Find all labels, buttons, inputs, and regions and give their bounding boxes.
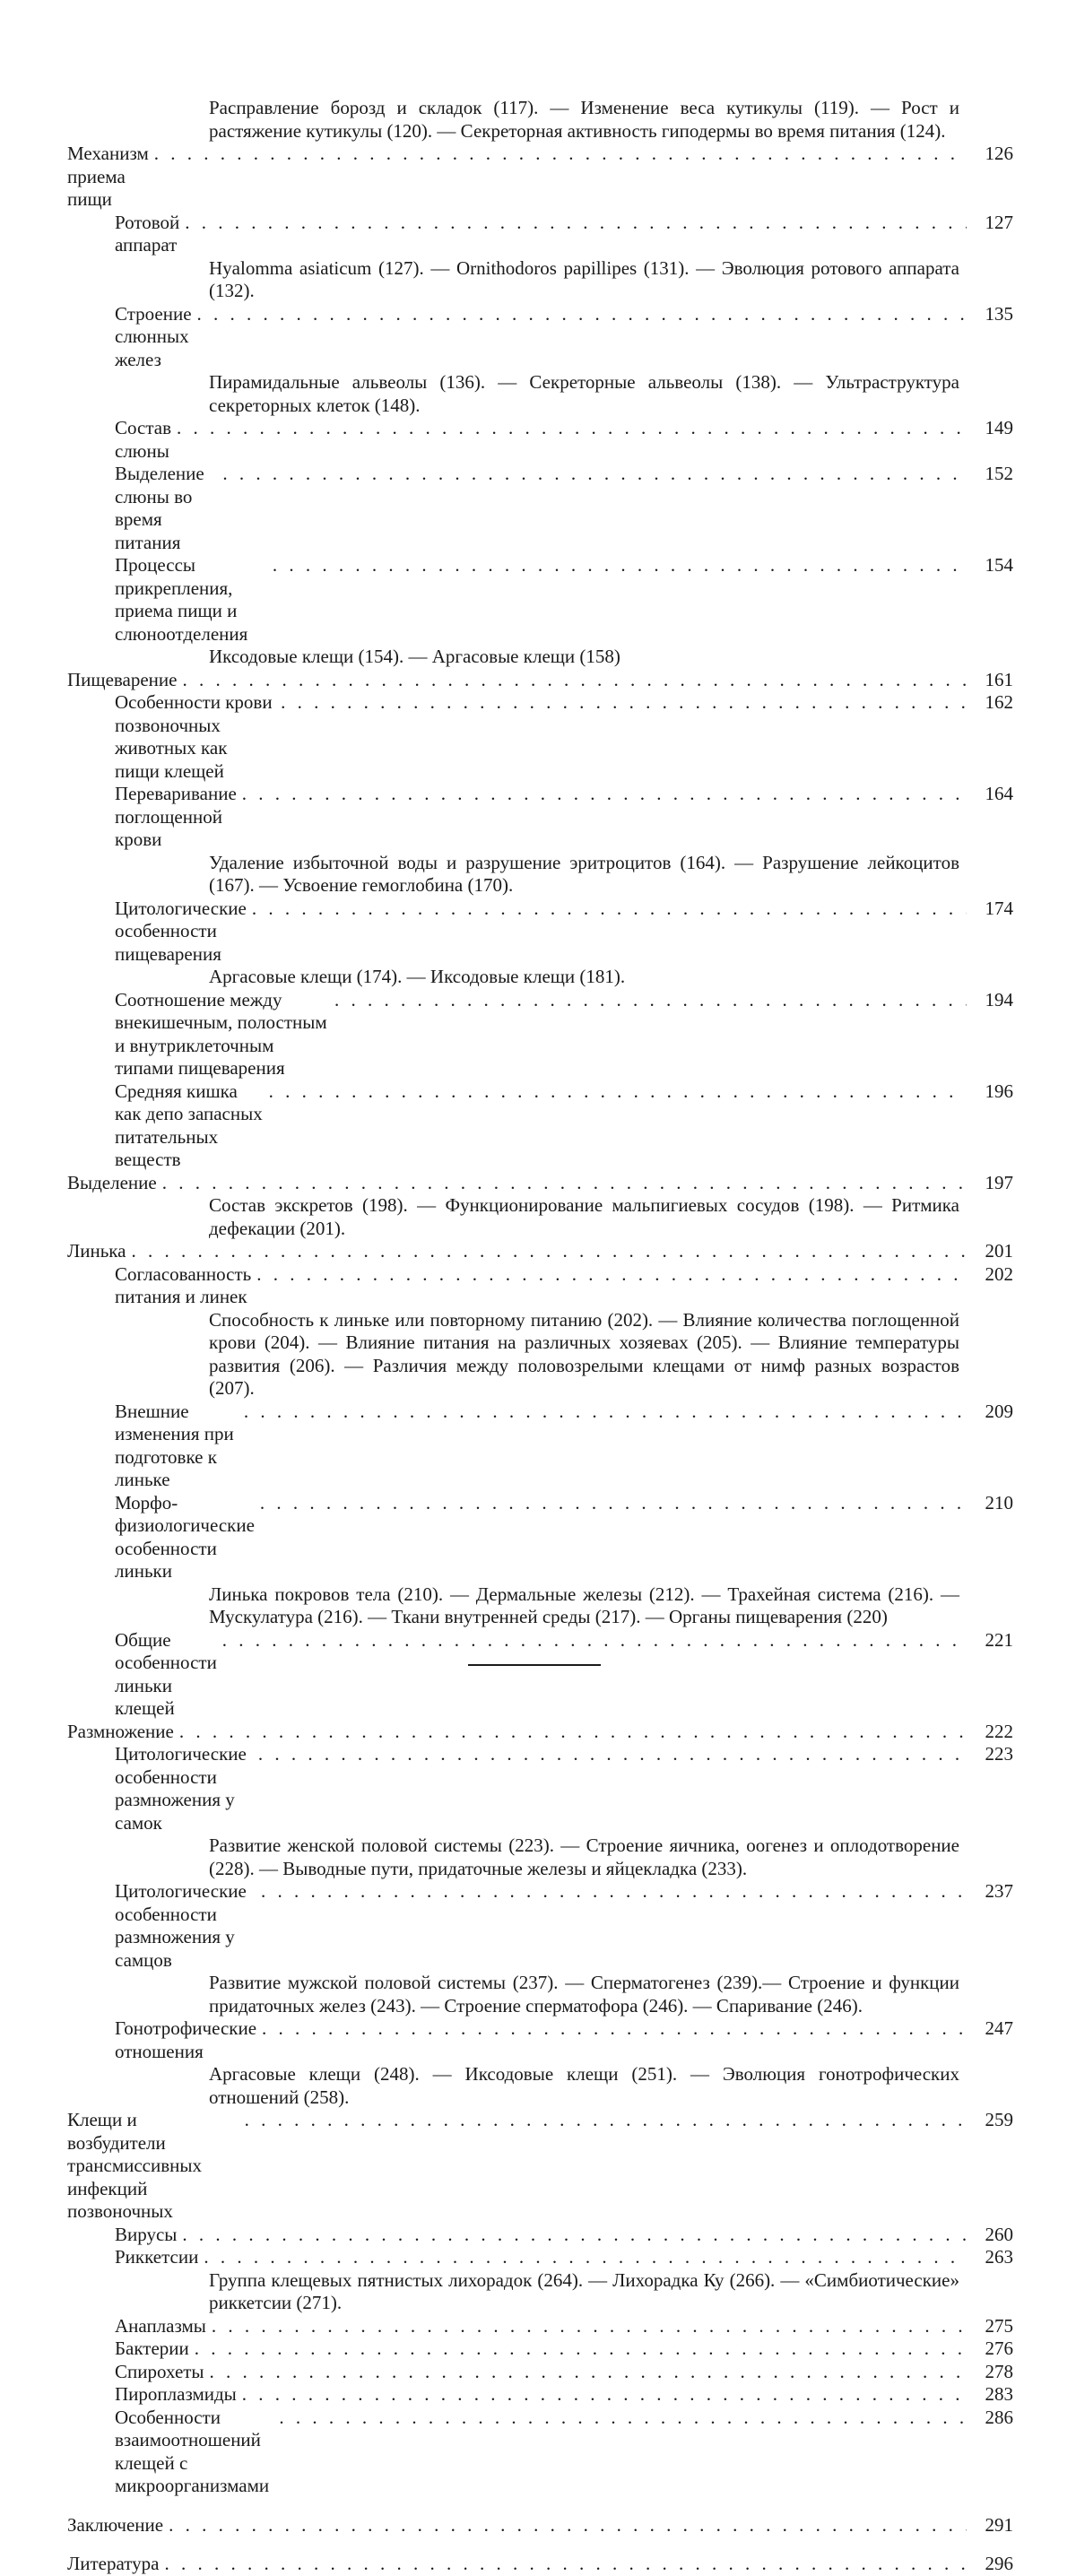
toc-section[interactable] [67, 1492, 1013, 1583]
toc-section[interactable] [67, 2361, 1013, 2384]
toc-section[interactable] [67, 554, 1013, 646]
toc-entry-title: Гонотрофические отношения [115, 2017, 257, 2062]
toc-entry-title: Выделение слюны во время питания [115, 463, 204, 553]
toc-entry-title: Внешние изменения при подготовке к линьке [115, 1400, 234, 1490]
toc-page-number: 276 [985, 2337, 1013, 2359]
toc-subtopics: Группа клещевых пятнистых лихорадок (264). — Лихорадка Ку (266). — «Симбиотические» риккетсии (271). [209, 2268, 959, 2313]
toc-page-number: 201 [985, 1240, 1013, 1262]
toc-entry-title: Размножение [67, 1720, 174, 1742]
dot-leader [260, 1492, 967, 1515]
toc-page-number: 196 [985, 1080, 1013, 1102]
dot-leader [169, 2514, 967, 2537]
dot-leader [242, 783, 967, 806]
section-gap [67, 2498, 1013, 2514]
toc-page-number: 296 [985, 2553, 1013, 2574]
toc-chapter[interactable] [67, 2553, 1013, 2576]
toc-section[interactable] [67, 989, 1013, 1080]
toc-page-number: 210 [985, 1491, 1013, 1514]
dot-leader [210, 2361, 967, 2384]
toc-chapter[interactable] [67, 1240, 1013, 1263]
toc-page-number: 149 [985, 417, 1013, 438]
toc-page-number: 209 [985, 1400, 1013, 1422]
dot-leader [154, 143, 967, 166]
toc-page-number: 237 [985, 1880, 1013, 1902]
dot-leader [262, 2017, 967, 2041]
toc-page-number: 135 [985, 302, 1013, 325]
toc-section[interactable] [67, 898, 1013, 967]
dot-leader [222, 1629, 967, 1652]
dot-leader [256, 1263, 967, 1287]
toc-entry-title: Особенности взаимоотношений клещей с микроорганизмами [115, 2406, 270, 2496]
toc-chapter[interactable] [67, 2109, 1013, 2224]
toc-entry-title: Риккетсии [115, 2246, 199, 2268]
toc-entry-title: Бактерии [115, 2337, 189, 2359]
toc-section[interactable] [67, 1080, 1013, 1172]
toc-chapter[interactable] [67, 669, 1013, 692]
toc-subtopics: Состав экскретов (198). — Функционирование мальпигиевых сосудов (198). — Ритмика дефекации (201). [209, 1194, 959, 1239]
toc-page-number: 202 [985, 1262, 1013, 1285]
toc-section[interactable] [67, 303, 1013, 372]
dot-leader [212, 2315, 967, 2338]
dot-leader [281, 691, 967, 715]
toc-subtopics: Удаление избыточной воды и разрушение эритроцитов (164). — Разрушение лейкоцитов (167). — Усвоение гемоглобина (170). [209, 851, 959, 896]
toc-subtopics: Развитие мужской половой системы (237). — Сперматогенез (239).— Строение и функции придаточных желез (243). — Строение сперматофора (246). — Спаривание (246). [209, 1972, 959, 2017]
toc-section[interactable] [67, 2315, 1013, 2338]
toc-entry-title: Анаплазмы [115, 2314, 206, 2337]
toc-page-number: 127 [985, 211, 1013, 233]
toc-section[interactable] [67, 212, 1013, 257]
toc-section[interactable] [67, 1743, 1013, 1834]
toc-page-number: 197 [985, 1171, 1013, 1193]
toc-entry-title: Клещи и возбудители трансмиссивных инфекций позвоночных [67, 2109, 202, 2222]
toc-page-number: 260 [985, 2223, 1013, 2245]
toc-entry-title: Литература [67, 2553, 160, 2574]
dot-leader [269, 1080, 967, 1104]
toc-entry-title: Средняя кишка как депо запасных питательных веществ [115, 1080, 263, 1170]
toc-page-number: 247 [985, 2017, 1013, 2039]
toc-section[interactable] [67, 783, 1013, 852]
toc-subtopics: Пирамидальные альвеолы (136). — Секреторные альвеолы (138). — Ультраструктура секреторных клеток (148). [209, 371, 959, 416]
toc-page-number: 286 [985, 2406, 1013, 2428]
toc-entry-title: Пироплазмиды [115, 2383, 237, 2405]
dot-leader [334, 989, 967, 1012]
toc-subtopics: Аргасовые клещи (248). — Иксодовые клещи (251). — Эволюция гонотрофических отношений (258). [209, 2063, 959, 2108]
toc-entry-title: Механизм приема пищи [67, 143, 149, 210]
toc-section[interactable] [67, 417, 1013, 463]
dot-leader [204, 2246, 967, 2269]
toc-section[interactable] [67, 463, 1013, 554]
toc-page-number: 221 [985, 1628, 1013, 1651]
toc-entry-title: Состав слюны [115, 417, 172, 462]
table-of-contents [67, 97, 1013, 2576]
toc-entry-title: Общие особенности линьки клещей [115, 1628, 217, 1719]
toc-entry-title: Заключение [67, 2513, 164, 2536]
toc-entry-title: Вирусы [115, 2223, 178, 2245]
dot-leader [244, 1401, 967, 1424]
toc-page-number: 283 [985, 2383, 1013, 2405]
toc-chapter[interactable] [67, 143, 1013, 212]
toc-section[interactable] [67, 2246, 1013, 2269]
toc-subtopics: Иксодовые клещи (154). — Аргасовые клещи (158) [209, 646, 620, 667]
dot-leader [252, 898, 967, 921]
toc-page-number: 259 [985, 2109, 1013, 2130]
toc-entry-title: Линька [67, 1240, 126, 1262]
toc-subtopics: Способность к линьке или повторному питанию (202). — Влияние количества поглощенной крови (204). — Влияние питания на различных хозяевах (205). — Влияние температуры развития (206). — Различия между половозрелыми клещами от нимф разных возрастов (207). [209, 1308, 959, 1399]
dot-leader [182, 669, 967, 692]
toc-entry-title: Цитологические особенности пищеварения [115, 897, 247, 965]
dot-leader [182, 2224, 967, 2247]
toc-entry-title: Соотношение между внекишечным, полостным и внутриклеточным типами пищеварения [115, 988, 327, 1079]
dot-leader [185, 212, 967, 235]
toc-section[interactable] [67, 2224, 1013, 2247]
toc-section[interactable] [67, 1880, 1013, 1972]
dot-leader [197, 303, 967, 326]
toc-page-number: 162 [985, 691, 1013, 713]
toc-page-number: 194 [985, 988, 1013, 1010]
toc-chapter[interactable] [67, 1721, 1013, 1744]
toc-section[interactable] [67, 1401, 1013, 1492]
toc-entry-title: Цитологические особенности размножения у самок [115, 1743, 247, 1834]
toc-subtopics: Hyalomma asiaticum (127). — Ornithodoros papillipes (131). — Эволюция ротового аппарата (132). [209, 256, 959, 301]
dot-leader [162, 1172, 967, 1195]
footer-rule [468, 1664, 601, 1666]
toc-section[interactable] [67, 2017, 1013, 2063]
dot-leader [195, 2337, 967, 2361]
dot-leader [245, 2109, 967, 2132]
toc-entry-title: Согласованность питания и линек [115, 1262, 252, 1307]
toc-section[interactable] [67, 1263, 1013, 1309]
toc-entry-title: Спирохеты [115, 2360, 204, 2382]
toc-subtopics: Расправление борозд и складок (117). — Изменение веса кутикулы (119). — Рост и растяжение кутикулы (120). — Секреторная активность гиподермы во время питания (124). [209, 97, 959, 142]
dot-leader [164, 2553, 967, 2576]
toc-section[interactable] [67, 2337, 1013, 2361]
toc-page-number: 174 [985, 897, 1013, 919]
section-gap [67, 2537, 1013, 2553]
toc-entry-title: Особенности крови позвоночных животных как пищи клещей [115, 691, 273, 782]
toc-entry-title: Процессы прикрепления, приема пищи и слюноотделения [115, 554, 248, 645]
dot-leader [222, 463, 967, 486]
dot-leader [242, 2383, 967, 2407]
toc-subtopics: Линька покровов тела (210). — Дермальные железы (212). — Трахейная система (216). — Мускулатура (216). — Ткани внутренней среды (217). — Органы пищеварения (220) [209, 1583, 959, 1627]
toc-page-number: 291 [985, 2513, 1013, 2536]
toc-page-number: 223 [985, 1743, 1013, 1765]
toc-entry-title: Выделение [67, 1171, 157, 1193]
dot-leader [261, 1880, 967, 1904]
toc-subtopics: Аргасовые клещи (174). — Иксодовые клещи (181). [209, 966, 626, 987]
toc-page-number: 164 [985, 783, 1013, 804]
dot-leader [258, 1743, 967, 1766]
toc-page-number: 154 [985, 554, 1013, 576]
toc-entry-title: Цитологические особенности размножения у самцов [115, 1880, 247, 1971]
toc-page-number: 222 [985, 1720, 1013, 1742]
toc-section[interactable] [67, 2383, 1013, 2407]
toc-section[interactable] [67, 1629, 1013, 1721]
toc-subtopics: Развитие женской половой системы (223). — Строение яичника, оогенез и оплодотворение (228). — Выводные пути, придаточные железы и яйцекладка (233). [209, 1834, 959, 1879]
toc-chapter[interactable] [67, 2514, 1013, 2537]
toc-chapter[interactable] [67, 1172, 1013, 1195]
dot-leader [177, 417, 967, 440]
toc-entry-title: Пищеварение [67, 668, 178, 690]
toc-entry-title: Ротовой аппарат [115, 211, 180, 256]
toc-page-number: 161 [985, 668, 1013, 690]
dot-leader [132, 1240, 967, 1263]
toc-entry-title: Строение слюнных желез [115, 302, 192, 370]
toc-page-number: 278 [985, 2360, 1013, 2382]
dot-leader [179, 1721, 967, 1744]
toc-page-number: 263 [985, 2246, 1013, 2268]
dot-leader [279, 2407, 967, 2430]
toc-section[interactable] [67, 691, 1013, 783]
toc-section[interactable] [67, 2407, 1013, 2498]
toc-entry-title: Переваривание поглощенной крови [115, 783, 237, 850]
dot-leader [273, 554, 967, 577]
toc-page-number: 275 [985, 2314, 1013, 2337]
toc-page-number: 152 [985, 463, 1013, 484]
toc-page-number: 126 [985, 143, 1013, 164]
toc-entry-title: Морфо-физиологические особенности линьки [115, 1491, 255, 1582]
